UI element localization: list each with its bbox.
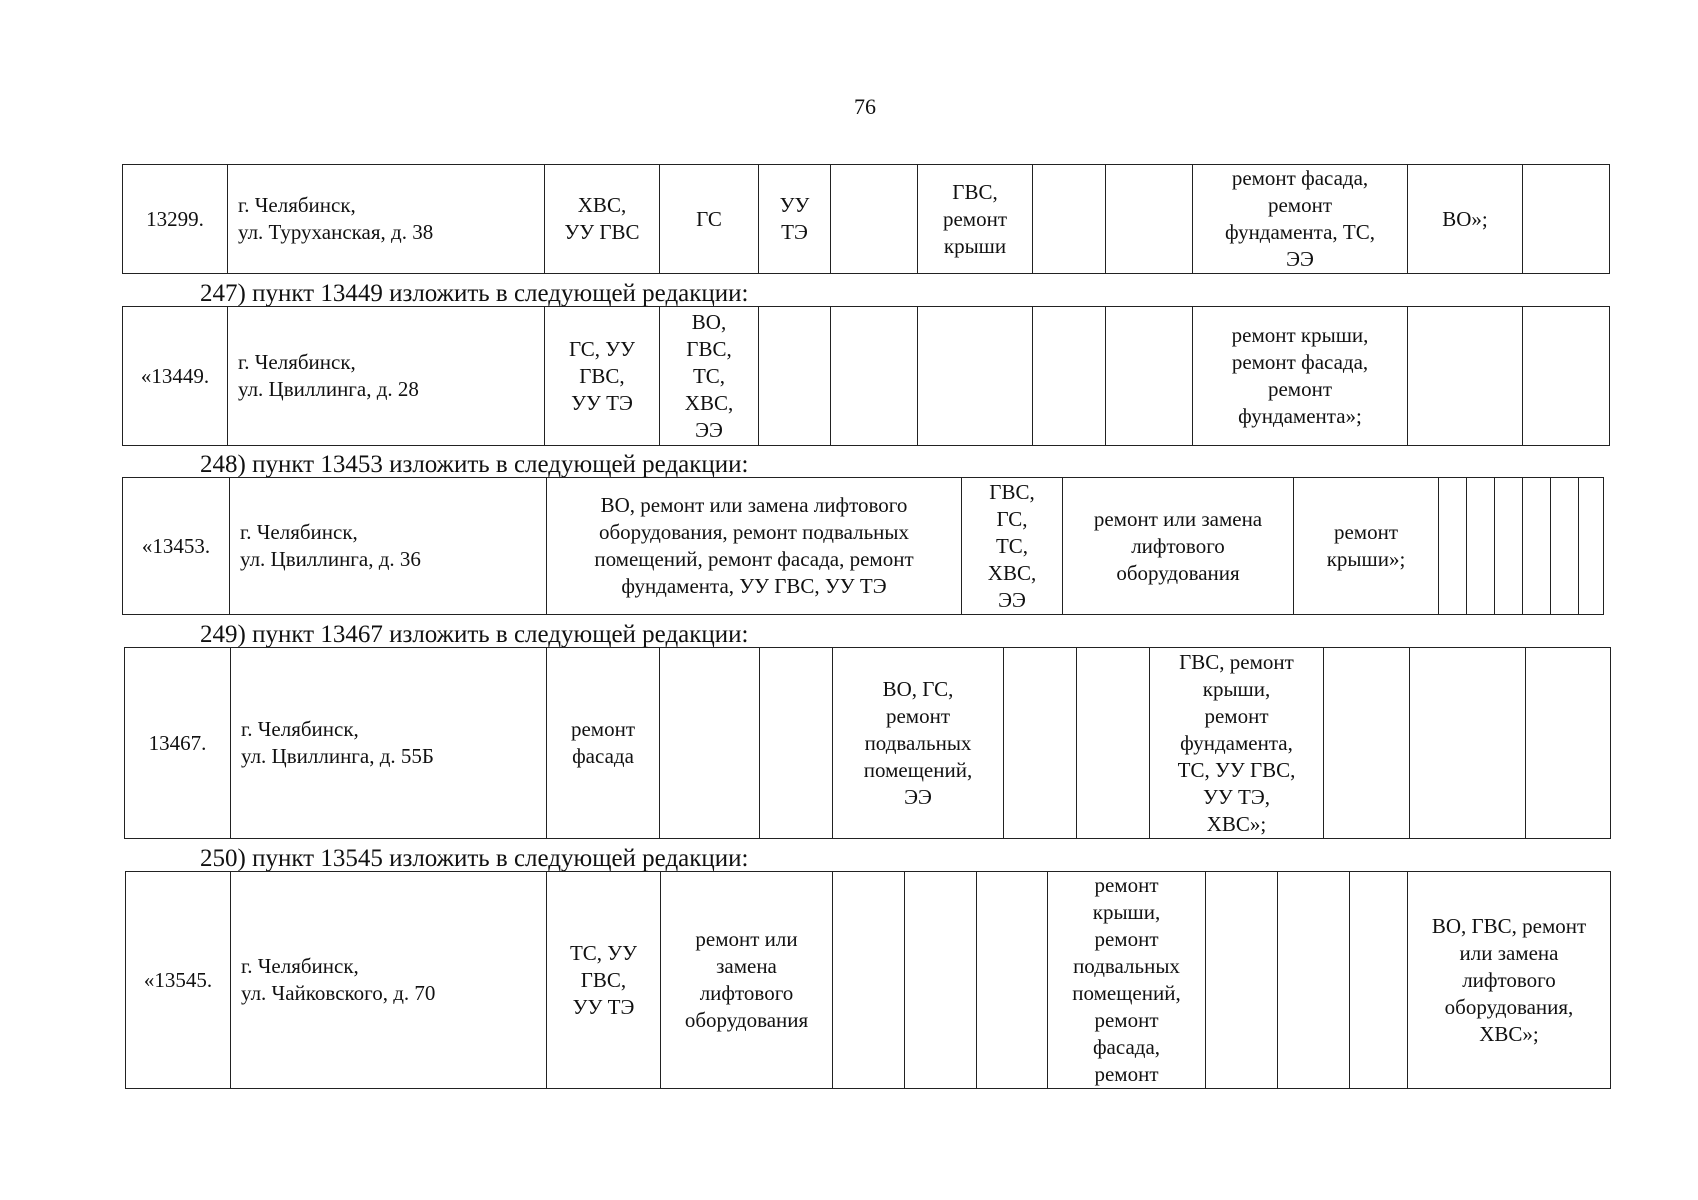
table-cell: ВО, ГС, ремонт подвальных помещений, ЭЭ <box>832 647 1004 839</box>
table-cell: ВО, ГВС, ТС, ХВС, ЭЭ <box>659 306 759 446</box>
table-cell <box>832 871 905 1089</box>
table-cell: ХВС, УУ ГВС <box>544 164 660 274</box>
table-cell: ремонт или замена лифтового оборудования <box>1062 477 1294 615</box>
table-cell <box>1578 477 1604 615</box>
table-cell: ГВС, ремонт крыши, ремонт фундамента, ТС, УУ ГВС, УУ ТЭ, ХВС»; <box>1149 647 1324 839</box>
instruction-249: 249) пункт 13467 изложить в следующей редакции: <box>200 621 749 648</box>
table-cell <box>830 164 918 274</box>
table-cell: ГВС, ремонт крыши <box>917 164 1033 274</box>
table-cell <box>1494 477 1523 615</box>
table-cell <box>976 871 1048 1089</box>
address-cell: г. Челябинск, ул. Цвиллинга, д. 55Б <box>230 647 547 839</box>
table-cell: УУ ТЭ <box>758 164 831 274</box>
table-cell <box>1277 871 1350 1089</box>
table-cell <box>1550 477 1579 615</box>
table-cell: ремонт фасада, ремонт фундамента, ТС, ЭЭ <box>1192 164 1408 274</box>
table-cell <box>1522 306 1610 446</box>
table-cell <box>1522 477 1551 615</box>
table-cell <box>1105 306 1193 446</box>
table-cell: ГС <box>659 164 759 274</box>
table-cell <box>1032 164 1106 274</box>
table-cell <box>1205 871 1278 1089</box>
table-cell <box>1407 306 1523 446</box>
page-number: 76 <box>854 94 876 119</box>
table-cell: ремонт или замена лифтового оборудования <box>660 871 833 1089</box>
table-cell <box>1323 647 1410 839</box>
table-cell: ремонт фасада <box>546 647 660 839</box>
table-cell: ремонт крыши»; <box>1293 477 1439 615</box>
address-cell: г. Челябинск, ул. Туруханская, д. 38 <box>227 164 545 274</box>
table-cell <box>1466 477 1495 615</box>
table-cell <box>1105 164 1193 274</box>
table-cell: ТС, УУ ГВС, УУ ТЭ <box>546 871 661 1089</box>
table-cell <box>1522 164 1610 274</box>
table-cell: ремонт крыши, ремонт фасада, ремонт фундамента»; <box>1192 306 1408 446</box>
table-cell: ВО, ГВС, ремонт или замена лифтового оборудования, ХВС»; <box>1407 871 1611 1089</box>
row-number: 13299. <box>122 164 228 274</box>
table-cell: ГС, УУ ГВС, УУ ТЭ <box>544 306 660 446</box>
table-cell <box>1438 477 1467 615</box>
instruction-247: 247) пункт 13449 изложить в следующей редакции: <box>200 280 749 307</box>
table-cell <box>758 306 831 446</box>
row-number: «13449. <box>122 306 228 446</box>
table-cell <box>1409 647 1526 839</box>
table-cell <box>1349 871 1408 1089</box>
table-cell <box>830 306 918 446</box>
table-cell: ГВС, ГС, ТС, ХВС, ЭЭ <box>961 477 1063 615</box>
address-cell: г. Челябинск, ул. Цвиллинга, д. 36 <box>229 477 547 615</box>
instruction-248: 248) пункт 13453 изложить в следующей редакции: <box>200 451 749 478</box>
address-cell: г. Челябинск, ул. Чайковского, д. 70 <box>230 871 547 1089</box>
row-number: «13545. <box>125 871 231 1089</box>
table-cell <box>1003 647 1077 839</box>
table-cell <box>917 306 1033 446</box>
table-cell <box>659 647 760 839</box>
table-cell <box>1076 647 1150 839</box>
table-cell: ВО, ремонт или замена лифтового оборудования, ремонт подвальных помещений, ремонт фасада, ремонт фундамента, УУ ГВС, УУ ТЭ <box>546 477 962 615</box>
table-cell <box>759 647 833 839</box>
table-cell: ВО»; <box>1407 164 1523 274</box>
table-cell: ремонт крыши, ремонт подвальных помещений, ремонт фасада, ремонт <box>1047 871 1206 1089</box>
row-number: «13453. <box>122 477 230 615</box>
table-cell <box>1032 306 1106 446</box>
row-number: 13467. <box>124 647 231 839</box>
table-cell <box>904 871 977 1089</box>
instruction-250: 250) пункт 13545 изложить в следующей редакции: <box>200 845 749 872</box>
address-cell: г. Челябинск, ул. Цвиллинга, д. 28 <box>227 306 545 446</box>
table-cell <box>1525 647 1611 839</box>
